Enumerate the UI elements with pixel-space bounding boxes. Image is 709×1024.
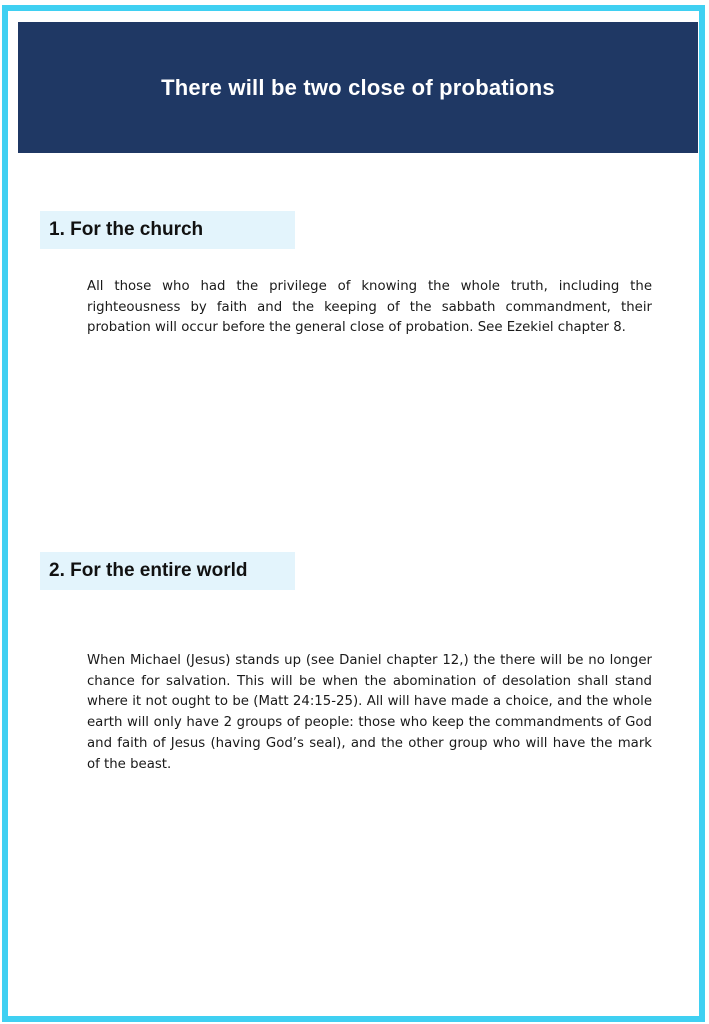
section-heading-world (40, 552, 295, 590)
section-heading-church (40, 211, 295, 249)
page-title: There will be two close of probations (161, 74, 555, 100)
section-paragraph-church: All those who had the privilege of knowing the whole truth, including the righteousness by faith and the keeping of the sabbath commandment, their probation will occur before the general close of probation. See Ezekiel chapter 8. (87, 279, 652, 336)
page-frame (2, 5, 705, 1022)
section-heading-text: 1. For the church (49, 219, 204, 240)
title-banner (18, 22, 698, 153)
section-paragraph-world: When Michael (Jesus) stands up (see Daniel chapter 12,) the there will be no longer chance for salvation. This will be when the abomination of desolation shall stand where it not ought to be (Matt 24:15-25). All will have made a choice, and the whole earth will only have 2 groups of people: those who keep the commandments of God and faith of Jesus (having God’s seal), and the other group who will have the mark of the beast. (87, 653, 652, 772)
section-heading-text: 2. For the entire world (49, 560, 248, 581)
